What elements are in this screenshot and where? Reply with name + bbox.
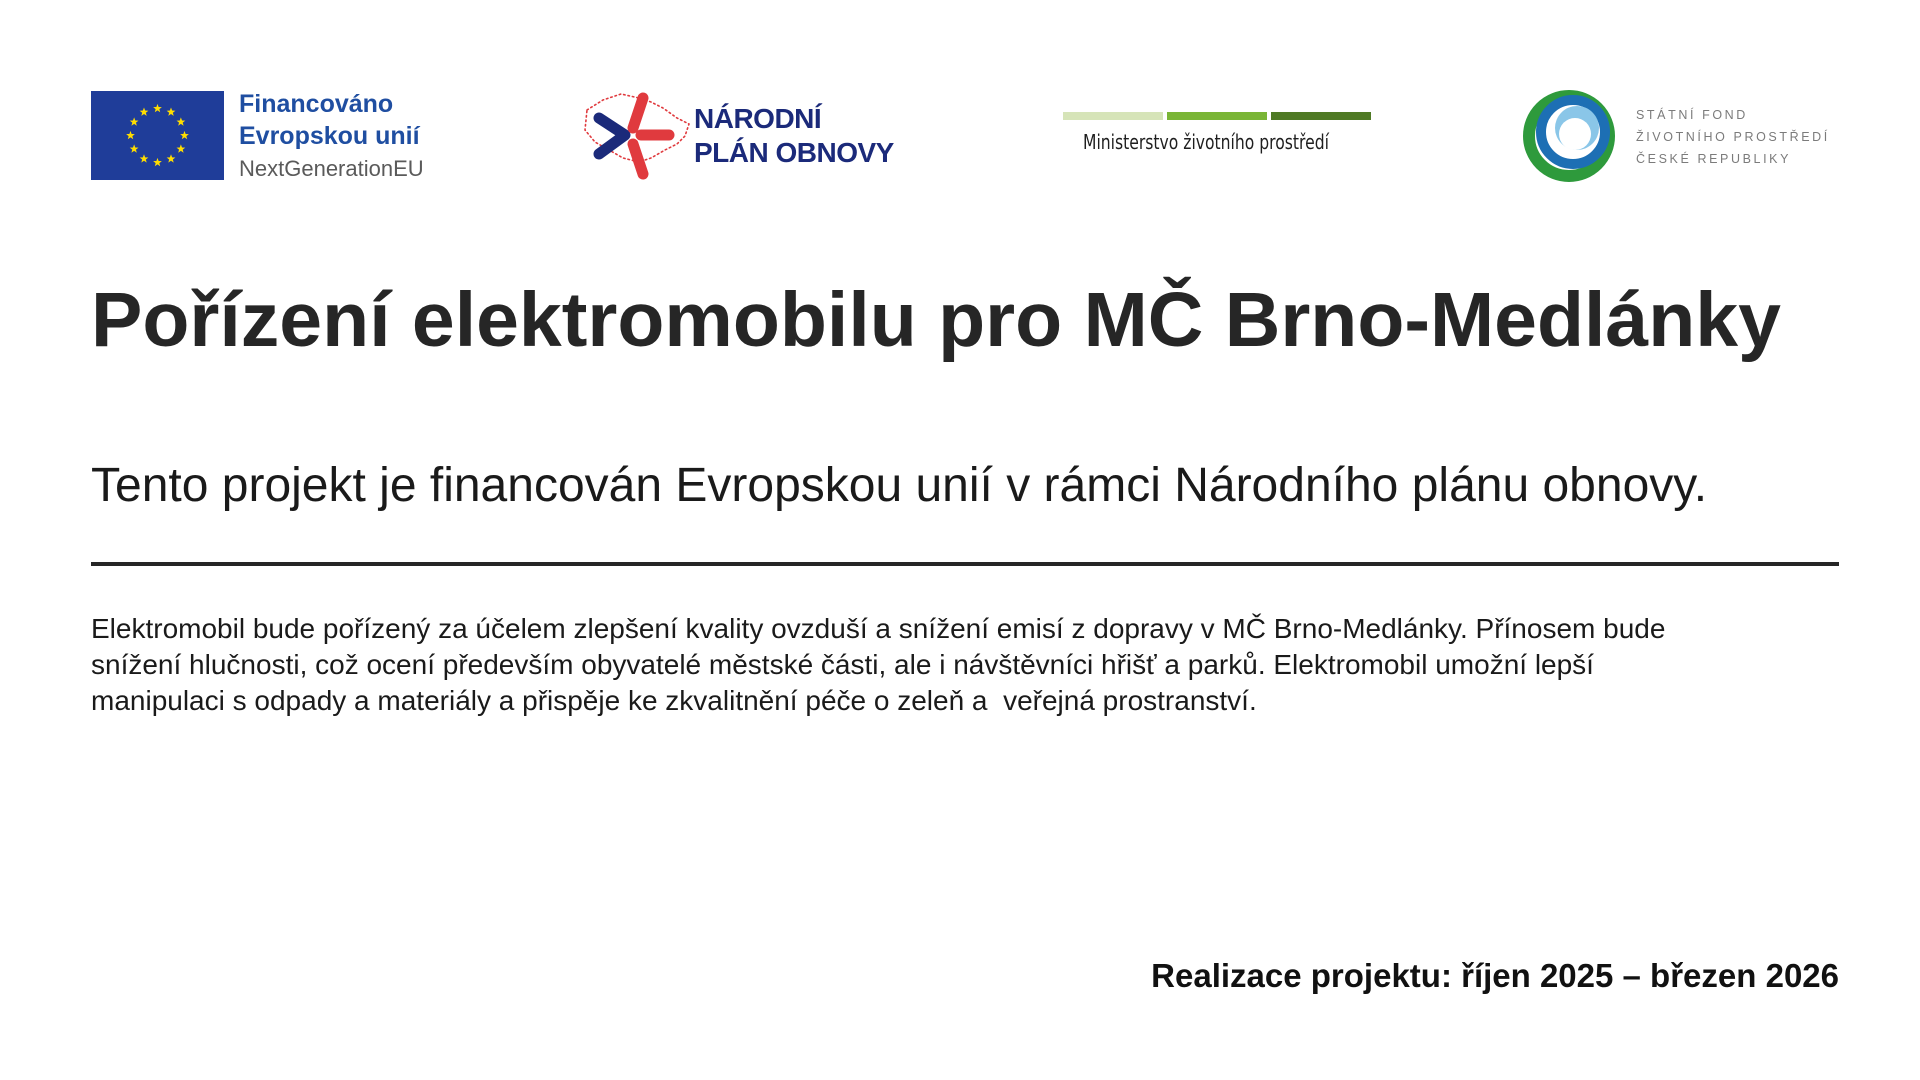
sfzp-logo	[1521, 88, 1851, 188]
eu-logo-line-3: NextGenerationEU	[239, 156, 424, 181]
logo-bar	[91, 88, 1839, 188]
eu-star-icon	[130, 144, 139, 152]
sfzp-circle-icon	[1521, 88, 1617, 184]
npo-logo-line-1: NÁRODNÍ	[694, 103, 822, 134]
npo-mark-icon	[581, 88, 693, 188]
eu-logo-text	[239, 88, 459, 186]
eu-star-icon	[140, 154, 149, 162]
sfzp-logo-line-1: STÁTNÍ FOND	[1636, 108, 1748, 122]
page-title: Pořízení elektromobilu pro MČ Brno-Medlánky	[91, 277, 1781, 363]
divider	[91, 562, 1839, 566]
eu-star-icon	[140, 108, 149, 116]
eu-star-icon	[153, 158, 162, 166]
npo-logo-line-2: PLÁN OBNOVY	[694, 137, 894, 168]
mzp-bar-light	[1063, 112, 1163, 120]
eu-star-icon	[167, 154, 176, 162]
project-timeline: Realizace projektu: říjen 2025 – březen 2026	[1151, 957, 1839, 994]
npo-logo-text	[694, 102, 894, 170]
sfzp-logo-line-3: ČESKÉ REPUBLIKY	[1636, 152, 1792, 166]
eu-star-icon	[167, 108, 176, 116]
eu-star-icon	[177, 144, 186, 152]
mzp-color-bars	[1063, 112, 1371, 120]
eu-star-icon	[130, 117, 139, 125]
mzp-bar-dark	[1271, 112, 1371, 120]
npo-logo	[581, 88, 921, 188]
eu-logo-line-2: Evropskou unií	[239, 122, 420, 150]
project-description: Elektromobil bude pořízený za účelem zlepšení kvality ovzduší a snížení emisí z dopravy v MČ Brno-Medlánky. Přínosem bude snížení hlučnosti, což ocení především obyvatelé městské části, ale i návštěvníci hřišť a parků. Elektromobil umožní lepší manipulaci s odpady a materiály a přispěje ke zkvalitnění péče o zeleň a veřejná prostranství.	[91, 613, 1666, 716]
sfzp-logo-text	[1636, 104, 1830, 170]
mzp-logo	[1063, 88, 1373, 188]
mzp-bar-mid	[1167, 112, 1267, 120]
eu-logo-line-1: Financováno	[239, 90, 394, 118]
sfzp-logo-line-2: ŽIVOTNÍHO PROSTŘEDÍ	[1636, 130, 1830, 144]
eu-star-icon	[126, 131, 135, 139]
eu-star-icon	[180, 131, 189, 139]
mzp-logo-text: Ministerstvo životního prostředí	[1083, 130, 1329, 154]
funding-statement: Tento projekt je financován Evropskou unií v rámci Národního plánu obnovy.	[91, 459, 1708, 512]
eu-funding-logo	[91, 88, 451, 188]
eu-star-icon	[177, 117, 186, 125]
eu-flag-icon	[91, 91, 224, 180]
eu-star-icon	[153, 104, 162, 112]
